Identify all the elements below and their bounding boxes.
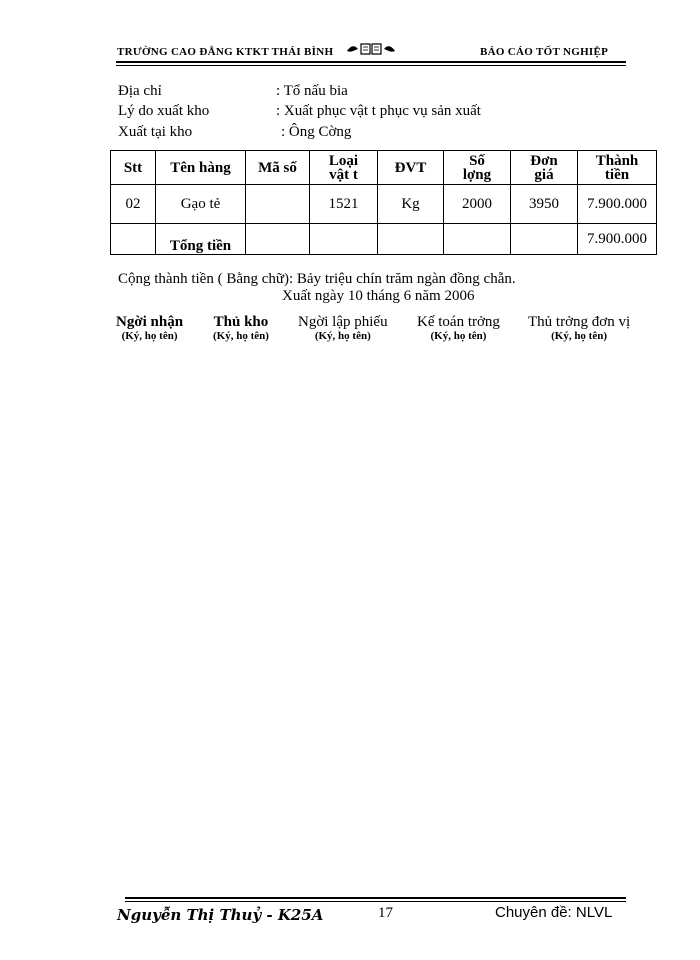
cell-empty <box>378 224 444 255</box>
signature-note: (Ký, họ tên) <box>551 330 608 342</box>
goods-table <box>110 150 657 255</box>
signature-note: (Ký, họ tên) <box>213 330 269 342</box>
signature-receiver <box>116 314 183 342</box>
signature-title: Thủ trởng đơn vị <box>528 314 631 330</box>
signature-title: Ngời lập phiếu <box>298 314 388 330</box>
issue-date: Xuất ngày 10 tháng 6 năm 2006 <box>282 288 475 304</box>
table-row <box>111 185 657 224</box>
cell-empty <box>111 224 156 255</box>
footer-divider-thin <box>125 901 626 902</box>
cell-name: Gạo tẻ <box>156 185 246 224</box>
footer-divider <box>125 897 626 899</box>
col-header-name: Tên hàng <box>156 151 246 185</box>
address-value: : Tổ nấu bia <box>276 83 348 99</box>
cell-empty <box>310 224 378 255</box>
cell-stt: 02 <box>111 185 156 224</box>
signature-title: Kế toán trởng <box>417 314 500 330</box>
cell-code <box>246 185 310 224</box>
signature-title: Thủ kho <box>213 314 269 330</box>
signature-title: Ngời nhận <box>116 314 184 330</box>
col-header-price-line1: Đơn <box>530 152 558 169</box>
warehouse-label: Xuất tại kho <box>118 124 193 140</box>
col-header-unit: ĐVT <box>378 151 444 185</box>
header-school-name: TRƯỜNG CAO ĐẲNG KTKT THÁI BÌNH <box>117 46 334 58</box>
col-header-qty-line2: lợng <box>462 166 492 183</box>
signature-preparer <box>298 314 388 342</box>
col-header-amount <box>578 151 657 185</box>
cell-amount: 7.900.000 <box>578 185 657 224</box>
page-number: 17 <box>378 905 393 921</box>
warehouse-value: : Ông Cờng <box>281 124 352 140</box>
col-header-stt: Stt <box>111 151 156 185</box>
address-label: Địa chỉ <box>118 83 162 99</box>
signature-note: (Ký, họ tên) <box>430 330 487 342</box>
col-header-price-line2: giá <box>534 166 554 183</box>
header-divider <box>116 61 626 63</box>
cell-type: 1521 <box>310 185 378 224</box>
col-header-amount-line1: Thành <box>595 152 639 169</box>
signature-note: (Ký, họ tên) <box>314 330 371 342</box>
amount-in-words: Cộng thành tiền ( Bằng chữ): Bảy triệu chín trăm ngàn đồng chẵn. <box>118 271 516 287</box>
book-ornament-icon <box>345 41 397 57</box>
signature-storekeeper <box>213 314 269 342</box>
reason-label: Lý do xuất kho <box>118 103 210 119</box>
cell-price: 3950 <box>511 185 578 224</box>
col-header-type-line2: vật t <box>329 166 358 183</box>
table-header-row <box>111 151 657 185</box>
col-header-code: Mã số <box>246 151 310 185</box>
table-total-row <box>111 224 657 255</box>
signature-director <box>528 314 630 342</box>
cell-total-label <box>156 224 246 255</box>
cell-total-amount: 7.900.000 <box>578 224 657 255</box>
footer-author: Nguyễn Thị Thuỷ - K25A <box>117 906 324 924</box>
cell-empty <box>511 224 578 255</box>
cell-empty <box>246 224 310 255</box>
total-label: Tổng tiền <box>169 237 232 254</box>
col-header-type-line1: Loại <box>328 152 359 169</box>
cell-qty: 2000 <box>444 185 511 224</box>
header-divider-thin <box>116 65 626 66</box>
col-header-qty <box>444 151 511 185</box>
reason-value: : Xuất phục vật t phục vụ sản xuất <box>276 103 481 119</box>
cell-unit: Kg <box>378 185 444 224</box>
header-report-title: BÁO CÁO TỐT NGHIỆP <box>480 46 609 58</box>
col-header-amount-line2: tiền <box>604 166 630 183</box>
col-header-type <box>310 151 378 185</box>
signature-accountant <box>417 314 500 342</box>
cell-empty <box>444 224 511 255</box>
footer-topic: Chuyên đề: NLVL <box>495 904 613 921</box>
col-header-qty-line1: Số <box>469 152 485 169</box>
col-header-price <box>511 151 578 185</box>
signature-note: (Ký, họ tên) <box>121 330 178 342</box>
